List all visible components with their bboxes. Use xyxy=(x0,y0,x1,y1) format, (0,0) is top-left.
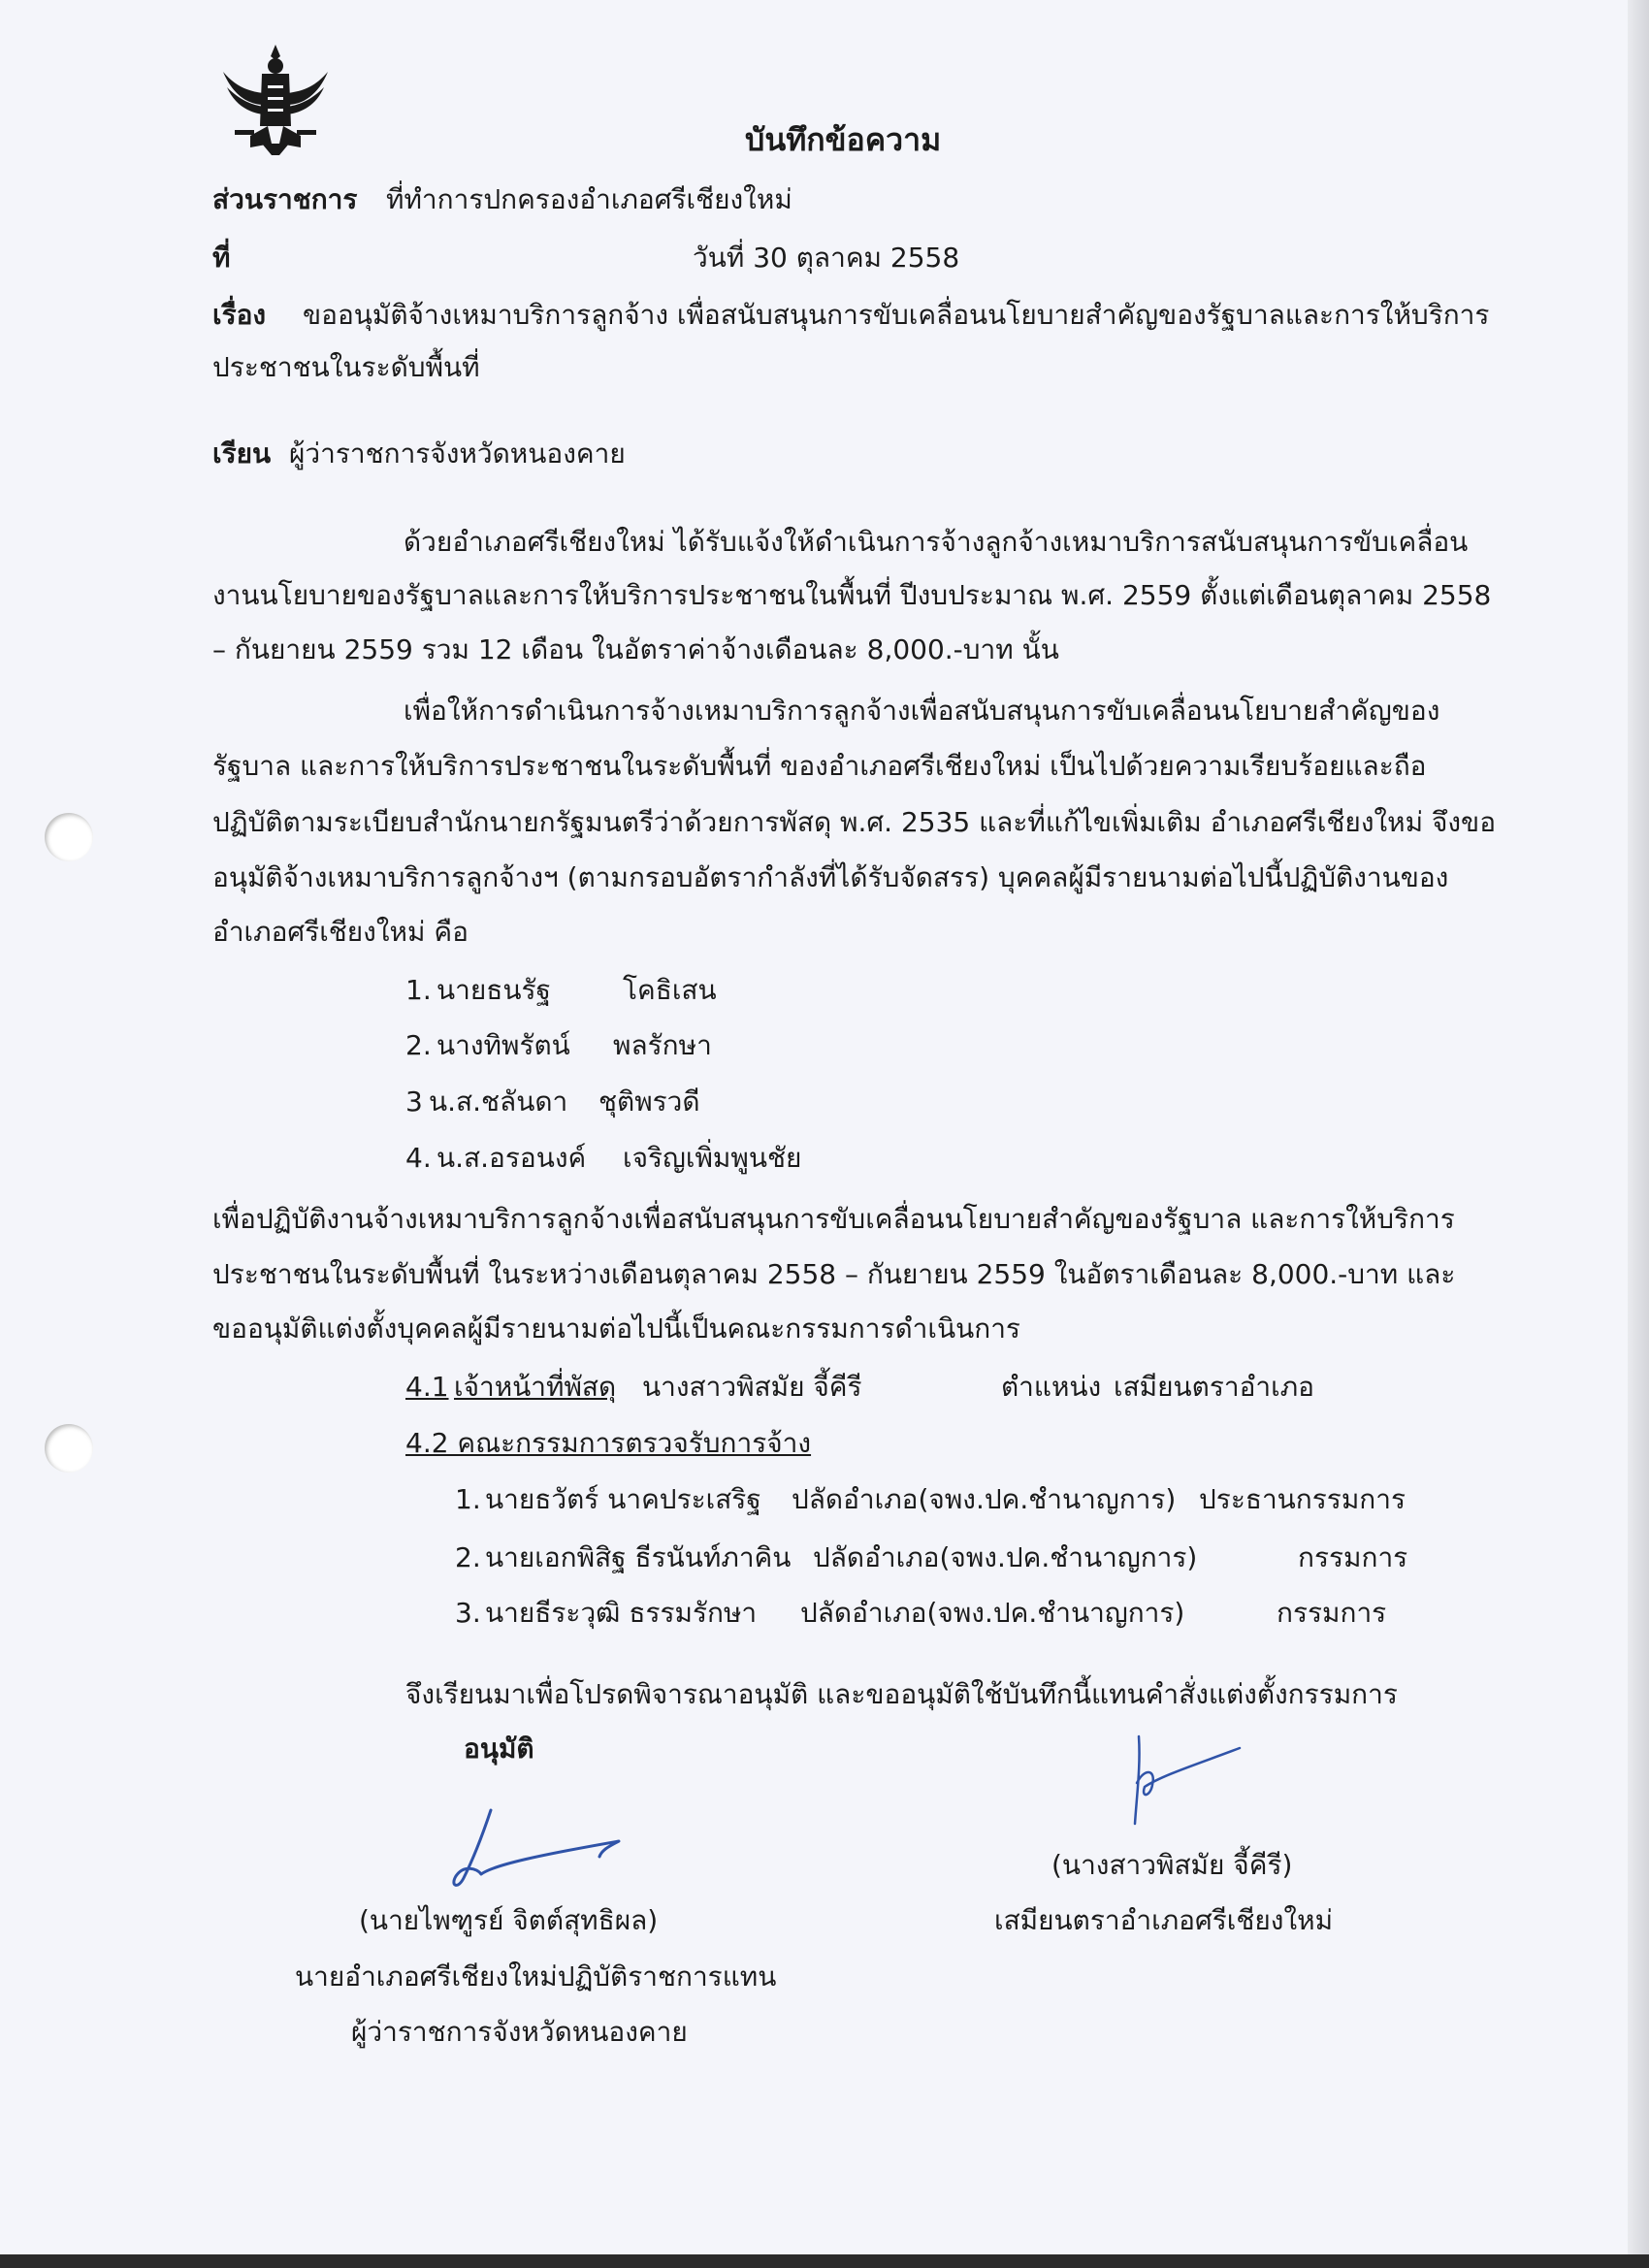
officer-name: นางสาวพิสมัย จี้คีรี xyxy=(642,1371,862,1403)
garuda-emblem-icon xyxy=(221,43,330,157)
officer-position-label: ตำแหน่ง xyxy=(1001,1371,1102,1403)
committee-position: ปลัดอำเภอ(จพง.ปค.ชำนาญการ) xyxy=(800,1597,1185,1629)
committee-role: กรรมการ xyxy=(1298,1541,1408,1573)
paragraph-2-line-3: ปฏิบัติตามระเบียบสำนักนายกรัฐมนตรีว่าด้วยการพัสดุ พ.ศ. 2535 และที่แก้ไขเพิ่มเติม อำเภอศรีเชียงใหม่ จึงขอ xyxy=(212,806,1497,838)
committee-role: ประธานกรรมการ xyxy=(1199,1483,1406,1515)
committee-number: 3. xyxy=(455,1597,481,1629)
employee-surname: เจริญเพิ่มพูนชัย xyxy=(623,1142,802,1174)
employee-surname: พลรักษา xyxy=(613,1029,712,1061)
punch-hole-top xyxy=(45,813,93,861)
agency-label: ส่วนราชการ xyxy=(212,183,358,215)
employee-name: น.ส.ชลันดา xyxy=(429,1085,568,1118)
approver-signature xyxy=(435,1804,629,1892)
committee-name: นายธวัตร์ นาคประเสริฐ xyxy=(485,1483,761,1515)
subject-line-2: ประชาชนในระดับพื้นที่ xyxy=(212,351,480,383)
paragraph-2-line-4: อนุมัติจ้างเหมาบริการลูกจ้างฯ (ตามกรอบอัตรากำลังที่ได้รับจัดสรร) บุคคลผู้มีรายนามต่อไปนี้ปฏิบัติงานของ xyxy=(212,861,1449,893)
employee-surname: ชุติพรวดี xyxy=(598,1085,700,1118)
employee-number: 4. xyxy=(405,1142,432,1174)
punch-hole-bottom xyxy=(45,1424,93,1473)
paragraph-2-line-5: อำเภอศรีเชียงใหม่ คือ xyxy=(212,916,469,948)
paragraph-2-line-2: รัฐบาล และการให้บริการประชาชนในระดับพื้นที่ ของอำเภอศรีเชียงใหม่ เป็นไปด้วยความเรียบร้อยและถือ xyxy=(212,750,1427,782)
paragraph-3-line-3: ขออนุมัติแต่งตั้งบุคคลผู้มีรายนามต่อไปนี้เป็นคณะกรรมการดำเนินการ xyxy=(212,1312,1020,1345)
signer-signature xyxy=(1123,1727,1249,1833)
addressee-value: ผู้ว่าราชการจังหวัดหนองคาย xyxy=(289,437,626,470)
officer-position: เสมียนตราอำเภอ xyxy=(1114,1371,1314,1403)
paragraph-1-line-2: งานนโยบายของรัฐบาลและการให้บริการประชาชนในพื้นที่ ปีงบประมาณ พ.ศ. 2559 ตั้งแต่เดือนตุลาคม 2558 xyxy=(212,579,1492,611)
committee-number: 1. xyxy=(455,1483,481,1515)
approver-title-1: นายอำเภอศรีเชียงใหม่ปฏิบัติราชการแทน xyxy=(295,1960,777,1993)
paragraph-1-line-1: ด้วยอำเภอศรีเชียงใหม่ ได้รับแจ้งให้ดำเนินการจ้างลูกจ้างเหมาบริการสนับสนุนการขับเคลื่อน xyxy=(404,526,1469,558)
scan-border xyxy=(0,2254,1649,2268)
approver-title-2: ผู้ว่าราชการจังหวัดหนองคาย xyxy=(351,2016,688,2048)
approver-name: (นายไพฑูรย์ จิตต์สุทธิผล) xyxy=(359,1904,659,1936)
memo-date: วันที่ 30 ตุลาคม 2558 xyxy=(693,242,960,274)
signer-name: (นางสาวพิสมัย จี้คีรี) xyxy=(1051,1849,1293,1881)
committee-name: นายเอกพิสิฐ ธีรนันท์ภาคิน xyxy=(485,1541,792,1573)
committee-heading: 4.2 คณะกรรมการตรวจรับการจ้าง xyxy=(405,1427,812,1459)
committee-role: กรรมการ xyxy=(1277,1597,1387,1629)
committee-name: นายธีระวุฒิ ธรรมรักษา xyxy=(485,1597,758,1629)
employee-number: 1. xyxy=(405,974,432,1006)
employee-surname: โคธิเสน xyxy=(623,974,717,1006)
employee-name: นางทิพรัตน์ xyxy=(436,1029,570,1061)
addressee-label: เรียน xyxy=(212,437,272,470)
page-edge-shadow xyxy=(1628,0,1649,2268)
paragraph-3-line-1: เพื่อปฏิบัติงานจ้างเหมาบริการลูกจ้างเพื่อสนับสนุนการขับเคลื่อนนโยบายสำคัญของรัฐบาล และการให้บริการ xyxy=(212,1203,1455,1235)
subject-line-1: ขออนุมัติจ้างเหมาบริการลูกจ้าง เพื่อสนับสนุนการขับเคลื่อนนโยบายสำคัญของรัฐบาลและการให้บริการ xyxy=(303,299,1490,331)
signer-title: เสมียนตราอำเภอศรีเชียงใหม่ xyxy=(994,1904,1334,1936)
committee-position: ปลัดอำเภอ(จพง.ปค.ชำนาญการ) xyxy=(813,1541,1198,1573)
employee-number: 2. xyxy=(405,1029,432,1061)
closing-line: จึงเรียนมาเพื่อโปรดพิจารณาอนุมัติ และขออนุมัติใช้บันทึกนี้แทนคำสั่งแต่งตั้งกรรมการ xyxy=(405,1678,1398,1710)
reference-label: ที่ xyxy=(212,242,231,274)
officer-role: เจ้าหน้าที่พัสดุ xyxy=(454,1371,617,1403)
committee-number: 2. xyxy=(455,1541,481,1573)
paragraph-3-line-2: ประชาชนในระดับพื้นที่ ในระหว่างเดือนตุลาคม 2558 – กันยายน 2559 ในอัตราเดือนละ 8,000.-บาท และ xyxy=(212,1258,1456,1290)
memo-title: บันทึกข้อความ xyxy=(745,121,942,158)
employee-name: นายธนรัฐ xyxy=(436,974,551,1006)
approval-label: อนุมัติ xyxy=(464,1733,534,1765)
paragraph-2-line-1: เพื่อให้การดำเนินการจ้างเหมาบริการลูกจ้างเพื่อสนับสนุนการขับเคลื่อนนโยบายสำคัญของ xyxy=(404,695,1440,727)
agency-value: ที่ทำการปกครองอำเภอศรีเชียงใหม่ xyxy=(386,183,792,215)
committee-position: ปลัดอำเภอ(จพง.ปค.ชำนาญการ) xyxy=(792,1483,1177,1515)
employee-number: 3 xyxy=(405,1085,423,1118)
subject-label: เรื่อง xyxy=(212,299,267,331)
officer-number: 4.1 xyxy=(405,1371,449,1403)
paragraph-1-line-3: – กันยายน 2559 รวม 12 เดือน ในอัตราค่าจ้างเดือนละ 8,000.-บาท นั้น xyxy=(212,633,1059,665)
employee-name: น.ส.อรอนงค์ xyxy=(436,1142,587,1174)
